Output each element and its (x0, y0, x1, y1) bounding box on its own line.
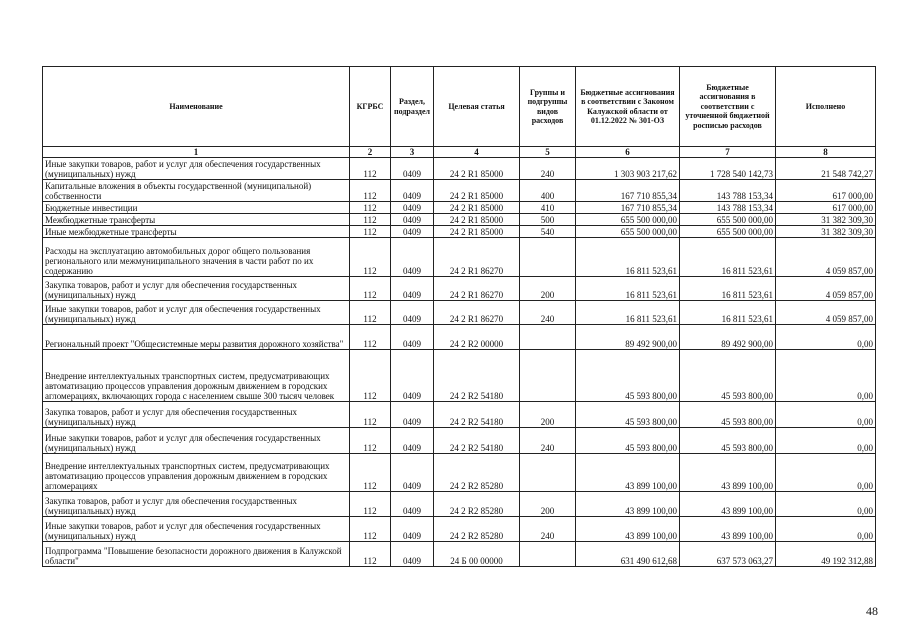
budget-table (42, 66, 876, 567)
row-executed: 31 382 309,30 (776, 226, 876, 238)
table-row (43, 202, 876, 214)
table-row (43, 238, 876, 277)
row-law: 631 490 612,68 (576, 542, 680, 567)
row-target: 24 Б 00 00000 (434, 542, 520, 567)
row-kgrbs: 112 (350, 325, 391, 350)
row-executed: 4 059 857,00 (776, 277, 876, 301)
row-law: 655 500 000,00 (576, 214, 680, 226)
row-target: 24 2 R1 85000 (434, 158, 520, 180)
table-row (43, 402, 876, 428)
row-section: 0409 (391, 301, 434, 325)
row-law: 43 899 100,00 (576, 492, 680, 517)
row-target: 24 2 R2 00000 (434, 325, 520, 350)
row-name: Иные закупки товаров, работ и услуг для обеспечения государственных (муниципальных) нужд (43, 301, 350, 325)
row-target: 24 2 R1 86270 (434, 277, 520, 301)
row-section: 0409 (391, 492, 434, 517)
row-group: 200 (520, 277, 576, 301)
row-law: 43 899 100,00 (576, 517, 680, 542)
row-target: 24 2 R1 85000 (434, 226, 520, 238)
row-section: 0409 (391, 214, 434, 226)
row-kgrbs: 112 (350, 214, 391, 226)
row-name: Межбюджетные трансферты (43, 214, 350, 226)
table-row (43, 158, 876, 180)
row-executed: 4 059 857,00 (776, 238, 876, 277)
row-law: 167 710 855,34 (576, 202, 680, 214)
table-row (43, 428, 876, 454)
row-executed: 0,00 (776, 428, 876, 454)
row-group: 540 (520, 226, 576, 238)
table-row (43, 226, 876, 238)
table-row (43, 454, 876, 492)
page-number: 48 (866, 604, 878, 618)
row-group: 200 (520, 402, 576, 428)
table-row (43, 277, 876, 301)
row-group (520, 542, 576, 567)
row-name: Внедрение интеллектуальных транспортных систем, предусматривающих автоматизацию процессов управления дорожным движением в городских агломерациях (43, 454, 350, 492)
row-refined: 16 811 523,61 (680, 238, 776, 277)
row-section: 0409 (391, 158, 434, 180)
row-law: 89 492 900,00 (576, 325, 680, 350)
row-target: 24 2 R2 85280 (434, 517, 520, 542)
row-kgrbs: 112 (350, 402, 391, 428)
column-number: 8 (776, 147, 876, 158)
row-section: 0409 (391, 517, 434, 542)
row-refined: 43 899 100,00 (680, 517, 776, 542)
column-number: 2 (350, 147, 391, 158)
row-section: 0409 (391, 428, 434, 454)
header-row (43, 67, 876, 147)
row-section: 0409 (391, 402, 434, 428)
column-number-row (43, 147, 876, 158)
row-group: 240 (520, 428, 576, 454)
table-body (43, 158, 876, 567)
row-name: Закупка товаров, работ и услуг для обеспечения государственных (муниципальных) нужд (43, 402, 350, 428)
row-kgrbs: 112 (350, 277, 391, 301)
row-law: 1 303 903 217,62 (576, 158, 680, 180)
row-kgrbs: 112 (350, 428, 391, 454)
row-section: 0409 (391, 238, 434, 277)
row-group (520, 454, 576, 492)
row-target: 24 2 R2 85280 (434, 492, 520, 517)
table-row (43, 492, 876, 517)
row-kgrbs: 112 (350, 542, 391, 567)
row-refined: 655 500 000,00 (680, 226, 776, 238)
row-refined: 16 811 523,61 (680, 301, 776, 325)
row-group (520, 325, 576, 350)
row-group: 240 (520, 158, 576, 180)
row-law: 16 811 523,61 (576, 301, 680, 325)
row-target: 24 2 R1 85000 (434, 202, 520, 214)
header-kgrbs: КГРБС (350, 67, 391, 147)
row-kgrbs: 112 (350, 517, 391, 542)
row-name: Иные закупки товаров, работ и услуг для обеспечения государственных (муниципальных) нужд (43, 158, 350, 180)
table-row (43, 542, 876, 567)
column-number: 3 (391, 147, 434, 158)
row-name: Иные межбюджетные трансферты (43, 226, 350, 238)
column-number: 7 (680, 147, 776, 158)
row-section: 0409 (391, 350, 434, 402)
column-number: 6 (576, 147, 680, 158)
row-name: Внедрение интеллектуальных транспортных систем, предусматривающих автоматизацию процессов управления дорожным движением в городских агломерациях, включающих города с населением свыше 300 тысяч человек (43, 350, 350, 402)
row-target: 24 2 R1 85000 (434, 180, 520, 202)
row-kgrbs: 112 (350, 350, 391, 402)
row-target: 24 2 R2 54180 (434, 350, 520, 402)
row-executed: 0,00 (776, 325, 876, 350)
table-row (43, 180, 876, 202)
row-name: Закупка товаров, работ и услуг для обеспечения государственных (муниципальных) нужд (43, 277, 350, 301)
row-refined: 43 899 100,00 (680, 454, 776, 492)
row-name: Закупка товаров, работ и услуг для обеспечения государственных (муниципальных) нужд (43, 492, 350, 517)
row-law: 45 593 800,00 (576, 350, 680, 402)
row-name: Региональный проект "Общесистемные меры развития дорожного хозяйства" (43, 325, 350, 350)
row-kgrbs: 112 (350, 180, 391, 202)
header-groups: Группы и подгруппы видов расходов (520, 67, 576, 147)
row-kgrbs: 112 (350, 454, 391, 492)
row-refined: 45 593 800,00 (680, 402, 776, 428)
row-section: 0409 (391, 180, 434, 202)
row-section: 0409 (391, 226, 434, 238)
row-target: 24 2 R1 86270 (434, 238, 520, 277)
row-kgrbs: 112 (350, 226, 391, 238)
header-executed: Исполнено (776, 67, 876, 147)
row-kgrbs: 112 (350, 238, 391, 277)
row-target: 24 2 R2 54180 (434, 402, 520, 428)
row-section: 0409 (391, 277, 434, 301)
row-name: Капитальные вложения в объекты государственной (муниципальной) собственности (43, 180, 350, 202)
row-executed: 0,00 (776, 350, 876, 402)
row-section: 0409 (391, 454, 434, 492)
row-group: 240 (520, 517, 576, 542)
row-group (520, 238, 576, 277)
row-refined: 89 492 900,00 (680, 325, 776, 350)
table-row (43, 350, 876, 402)
row-kgrbs: 112 (350, 158, 391, 180)
row-name: Расходы на эксплуатацию автомобильных дорог общего пользования регионального или межмуниципального значения в части работ по их содержанию (43, 238, 350, 277)
row-executed: 617 000,00 (776, 180, 876, 202)
row-name: Иные закупки товаров, работ и услуг для обеспечения государственных (муниципальных) нужд (43, 517, 350, 542)
row-group: 240 (520, 301, 576, 325)
table-row (43, 517, 876, 542)
table-row (43, 301, 876, 325)
row-executed: 21 548 742,27 (776, 158, 876, 180)
row-executed: 617 000,00 (776, 202, 876, 214)
row-executed: 49 192 312,88 (776, 542, 876, 567)
header-name: Наименование (43, 67, 350, 147)
row-refined: 45 593 800,00 (680, 428, 776, 454)
row-name: Подпрограмма "Повышение безопасности дорожного движения в Калужской области" (43, 542, 350, 567)
row-target: 24 2 R2 54180 (434, 428, 520, 454)
row-refined: 655 500 000,00 (680, 214, 776, 226)
row-law: 45 593 800,00 (576, 402, 680, 428)
column-number: 5 (520, 147, 576, 158)
row-group: 500 (520, 214, 576, 226)
row-law: 43 899 100,00 (576, 454, 680, 492)
header-law: Бюджетные ассигнования в соответствии с Законом Калужской области от 01.12.2022 № 301-ОЗ (576, 67, 680, 147)
table-row (43, 214, 876, 226)
table-row (43, 325, 876, 350)
row-section: 0409 (391, 202, 434, 214)
row-section: 0409 (391, 325, 434, 350)
row-executed: 0,00 (776, 492, 876, 517)
row-law: 16 811 523,61 (576, 238, 680, 277)
row-refined: 143 788 153,34 (680, 180, 776, 202)
row-group: 400 (520, 180, 576, 202)
row-kgrbs: 112 (350, 492, 391, 517)
row-section: 0409 (391, 542, 434, 567)
row-executed: 0,00 (776, 402, 876, 428)
header-target: Целевая статья (434, 67, 520, 147)
row-refined: 43 899 100,00 (680, 492, 776, 517)
row-refined: 1 728 540 142,73 (680, 158, 776, 180)
row-executed: 31 382 309,30 (776, 214, 876, 226)
row-name: Иные закупки товаров, работ и услуг для обеспечения государственных (муниципальных) нужд (43, 428, 350, 454)
row-kgrbs: 112 (350, 301, 391, 325)
row-refined: 16 811 523,61 (680, 277, 776, 301)
row-target: 24 2 R1 86270 (434, 301, 520, 325)
row-executed: 4 059 857,00 (776, 301, 876, 325)
row-executed: 0,00 (776, 454, 876, 492)
row-law: 16 811 523,61 (576, 277, 680, 301)
column-number: 1 (43, 147, 350, 158)
header-refined: Бюджетные ассигнования в соответствии с уточненной бюджетной росписью расходов (680, 67, 776, 147)
row-target: 24 2 R2 85280 (434, 454, 520, 492)
row-group: 410 (520, 202, 576, 214)
row-law: 655 500 000,00 (576, 226, 680, 238)
row-group (520, 350, 576, 402)
row-refined: 637 573 063,27 (680, 542, 776, 567)
row-executed: 0,00 (776, 517, 876, 542)
row-law: 45 593 800,00 (576, 428, 680, 454)
row-name: Бюджетные инвестиции (43, 202, 350, 214)
row-refined: 45 593 800,00 (680, 350, 776, 402)
column-number: 4 (434, 147, 520, 158)
row-group: 200 (520, 492, 576, 517)
row-target: 24 2 R1 85000 (434, 214, 520, 226)
row-refined: 143 788 153,34 (680, 202, 776, 214)
row-law: 167 710 855,34 (576, 180, 680, 202)
row-kgrbs: 112 (350, 202, 391, 214)
header-section: Раздел, подраздел (391, 67, 434, 147)
